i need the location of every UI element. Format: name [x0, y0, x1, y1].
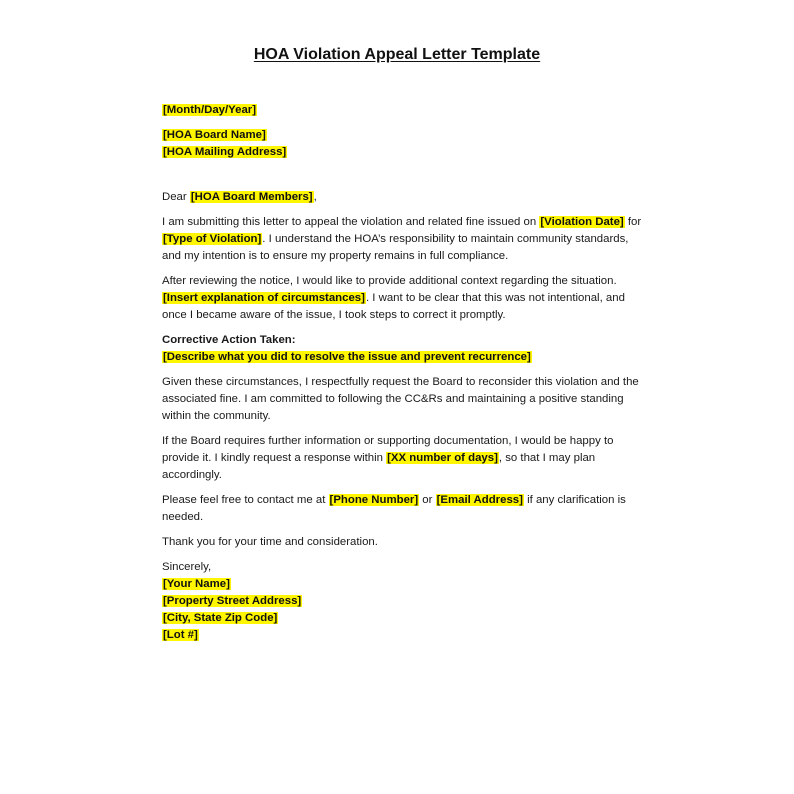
- violation-type-field: [Type of Violation]: [163, 233, 262, 245]
- p2-text-1: After reviewing the notice, I would like to provide additional context regarding the situation.: [162, 275, 617, 287]
- salutation-prefix: Dear: [162, 191, 190, 203]
- salutation-suffix: ,: [313, 191, 317, 203]
- paragraph-appeal: [162, 214, 648, 265]
- p5-text-1: Please feel free to contact me at: [162, 494, 329, 506]
- paragraph-thanks: Thank you for your time and consideration.: [162, 536, 378, 548]
- corrective-heading: Corrective Action Taken:: [162, 334, 296, 346]
- corrective-line: [162, 349, 648, 366]
- p4-text-1: If the Board requires further information or supporting documentation, I would be happy to provide it. I kindly request a response within: [162, 435, 614, 464]
- hoa-mailing-address-field: [HOA Mailing Address]: [163, 146, 287, 158]
- date-line: [162, 102, 648, 119]
- paragraph-request: Given these circumstances, I respectfully request the Board to reconsider this violation and the associated fine. I am committed to following the CC&Rs and maintaining a positive standing within the community.: [162, 376, 639, 422]
- city-state-zip-field: [City, State Zip Code]: [163, 612, 278, 624]
- p2-text-2: . I want to be clear that this was not intentional, and once I became aware of the issue, I took steps to correct it promptly.: [162, 292, 625, 321]
- p1-text-2: for: [624, 216, 642, 228]
- phone-number-field: [Phone Number]: [329, 494, 419, 506]
- p1-text-1: I am submitting this letter to appeal the violation and related fine issued on: [162, 216, 540, 228]
- date-field: [Month/Day/Year]: [163, 104, 257, 116]
- signature-name-line: [162, 576, 648, 593]
- p4-text-2: , so that I may plan accordingly.: [162, 452, 596, 481]
- closing: Sincerely,: [162, 561, 212, 573]
- board-members-field: [HOA Board Members]: [190, 191, 313, 203]
- paragraph-response: [162, 433, 648, 484]
- corrective-action-field: [Describe what you did to resolve the issue and prevent recurrence]: [163, 351, 531, 363]
- signature-city-line: [162, 610, 648, 627]
- paragraph-context: [162, 273, 648, 324]
- p5-text-2: or: [419, 494, 436, 506]
- lot-number-field: [Lot #]: [163, 629, 198, 641]
- p1-text-3: . I understand the HOA’s responsibility to maintain community standards, and my intention is to ensure my property remains in full compliance.: [162, 233, 629, 262]
- signature-street-line: [162, 593, 648, 610]
- page-title: HOA Violation Appeal Letter Template: [253, 46, 541, 63]
- street-address-field: [Property Street Address]: [163, 595, 302, 607]
- letter-body: [162, 102, 648, 644]
- violation-date-field: [Violation Date]: [540, 216, 624, 228]
- hoa-board-name-field: [HOA Board Name]: [163, 129, 266, 141]
- recipient-address-line: [162, 144, 648, 161]
- recipient-name-line: [162, 127, 648, 144]
- paragraph-contact: [162, 492, 648, 526]
- your-name-field: [Your Name]: [163, 578, 230, 590]
- circumstances-field: [Insert explanation of circumstances]: [163, 292, 365, 304]
- salutation: [162, 189, 648, 206]
- email-address-field: [Email Address]: [436, 494, 523, 506]
- signature-lot-line: [162, 627, 648, 644]
- days-field: [XX number of days]: [387, 452, 498, 464]
- p5-text-3: if any clarification is needed.: [162, 494, 626, 523]
